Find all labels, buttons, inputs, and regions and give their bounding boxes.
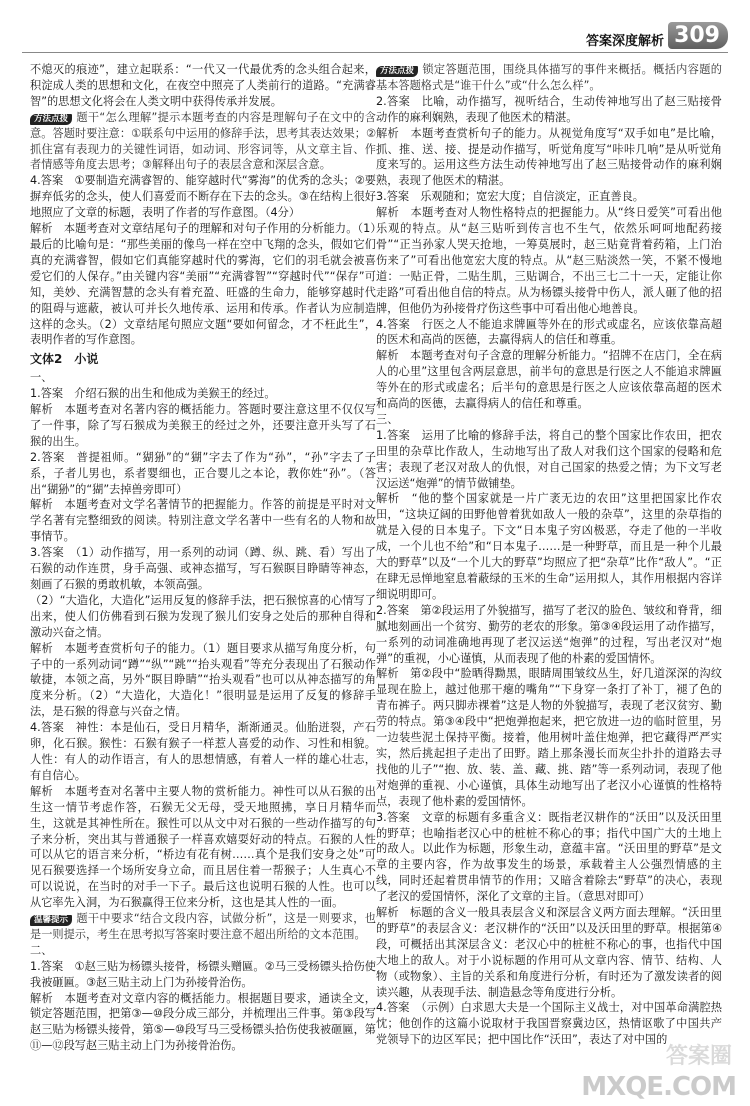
- tip-tag: 方法点拨: [30, 114, 72, 125]
- paragraph: 不熄灭的痕迹”，建立起联系：“一代又一代最优秀的念头组合起来，积淀成人类的思想和文化，在夜空中照亮了人类前行的道路。“充满睿智”的思想文化将会在人类文明中获得传承并发展。: [30, 63, 376, 108]
- answer: 2.答案 比喻，动作描写，视听结合，生动传神地写出了赵三贴接骨动作的麻利娴熟，表现了他医术的精湛。: [376, 94, 722, 124]
- tip-text: 锁定答题范围，围绕具体描写的事件来概括。概括内容题的基本答题格式是“谁干什么”或“什么怎么样”。: [376, 63, 722, 92]
- part-numeral: 二、: [30, 943, 53, 957]
- answer: 4.答案 行医之人不能追求牌匾等外在的形式或虚名，应该依靠高超的医术和高尚的医德，去赢得病人的信任和尊重。: [376, 317, 722, 347]
- right-column: [376, 62, 722, 1048]
- page-header: [0, 0, 750, 49]
- part-numeral: 一、: [30, 371, 53, 385]
- analysis: 解析 标题的含义一般具表层含义和深层含义两方面去理解。“沃田里的野草”的表层含义：老汉耕作的“沃田”以及沃田里的野草。根据第④段，可概括出其深层含义：老汉心中的桩桩不称心的事，也指代中国大地上的敌人。对于小说标题的作用可从文章内容、情节、结构、人物（或物象）、主旨的关系和角度进行分析，有时还为了激发读者的阅读兴趣，从表现手法、制造悬念等角度进行分析。: [376, 906, 722, 999]
- tip-tag: 方法点拨: [376, 66, 418, 77]
- analysis: 解析 本题考查赏析句子的能力。（1）题目要求从描写角度分析，句子中的一系列动词“蹲”“纵”“跳”“抬头观看”等充分表现出了石猴动作敏捷，本领之高，另外“瞑目睁睛”“抬头观看”也可以从神态描写的角度来分析。（2）“大造化，大造化！”很明显是运用了反复的修辞手法，是石猴的得意与兴奋之情。: [30, 641, 376, 719]
- answer: 4.答案 （示例）白求恩大夫是一个国际主义战士，对中国革命满腔热忱；他创作的这篇小说取材于我国晋察冀边区，热情讴歌了中国共产党领导下的边区军民；把中国比作“沃田”，表达了对中国的: [376, 1001, 722, 1047]
- answer: 1.答案 ①赵三贴为杨镖头接骨，杨镖头赠匾。②马三受杨镖头拾伤使我被砸匾。③赵三贴主动上门为孙接骨治伤。: [30, 959, 376, 989]
- answer: 2.答案 普提祖师。“猢狲”的“猢”字去了作为“孙”，“孙”字去了子系，子者儿男也，系者婴细也，正合婴儿之本论，教你姓“孙”。（答出“猢狲”的“猢”去掉兽旁即可）: [30, 450, 376, 496]
- answer: 3.答案 （1）动作描写，用一系列的动词（蹲、纵、跳、看）写出了石猴的动作连贯，身手高强、或神态描写，写石猴瞑目睁睛等神态，刻画了石猴的勇敢机敏，本领高强。: [30, 546, 376, 591]
- section-heading: 文体2 小说: [30, 352, 99, 367]
- tip-text: 题干“怎么理解”提示本题考查的内容是理解句子在文中的含意。答题时要注意：①联系句中运用的修辞手法，思考其表达效果；②抓住富有表现力的关键性词语，如动词、形容词等，从文章主旨、作者情感等角度去思考；③解释出句子的表层含意和深层含意。: [30, 110, 376, 172]
- analysis: 解析 本题考查对文章结尾句子的理解和对句子作用的分析能力。（1）最后的比喻句是：“那些美丽的像鸟一样在空中飞翔的念头，假如它们真的充满睿智，假如它们真能穿越时代的雾海，它们的羽毛就会被喜爱它们的人保存。”由关键内容“美丽”“充满睿智”“穿越时代”“保存”可知，美妙、充满智慧的念头有着充盈、旺盛的生命力，能够穿越时代的阻碍与遮蔽，被认可并长久地传承、运用和传承。作者认为应制造这样的念头。（2）文章结尾句照应文题“要如何留念，才不枉此生”，表明作者的写作意图。: [30, 222, 376, 347]
- warm-tip: [30, 911, 376, 943]
- analysis: 解析 本题考查对名著中主要人物的赏析能力。神性可以从石猴的出生这一情节考虑作答，石猴无父无母，受天地照拂，享日月精华而生，这就是其神性所在。猴性可以从文中对石猴的一些动作描写的句子来分析，突出其与普通猴子一样喜欢嬉耍好动的特点。石猴的人性可以从它的语言来分析，“桥边有花有树……真个是我们安身之处”可见石猴要选择一个场所安身立命，而且居住着一帮猴子；人生真心不可以说说，在当时的对手一下子。最后这也说明石猴的人性。也可以从它率先入洞，为石猴赢得王位来分析，这也是其人性的一面。: [30, 784, 376, 910]
- answer: 1.答案 运用了比喻的修辞手法，将自己的整个国家比作农田，把农田里的杂草比作敌人，生动地写出了敌人对我们这个国家的侵略和危害；表现了老汉对敌人的仇恨，对自己国家的热爱之情；为下文写老汉运送“炮弹”的情节做铺垫。: [376, 428, 722, 490]
- answer: 3.答案 文章的标题有多重含义：既指老汉耕作的“沃田”以及沃田里的野草；也喻指老汉心中的桩桩不称心的事；指代中国广大的土地上的敌人。以此作为标题，形象生动，意蕴丰富。“沃田里的野草”是文章的主要内容，作为故事发生的场景，承载着主人公强烈情感的主线，同时还起着贯串情节的作用；又暗含着除去“野草”的决心，表现了老汉的爱国情怀，深化了文章的主旨。（意思对即可）: [376, 810, 722, 904]
- analysis: 解析 本题考查对人物性格特点的把握能力。从“终日爱笑”可看出他乐观的特点。从“赵三贴听到传言也不生气，依然乐呵呵地配药接骨”“正当孙家人哭天抢地，一筹莫展时，赵三贴竟背着药箱，上门治伤来了”可看出他宽宏大度的特点。从“赵三贴淡然一笑，不紧不慢地道：一贴正骨，二贴生肌，三贴调合，不出三七二十一天，定能让你走路”可看出他自信的特点。从为杨镖头接骨中伤人，派人砸了他的招牌，但他仍为孙接骨疗伤这些事中可看出他心地善良。: [376, 206, 722, 315]
- header-rule: [22, 52, 728, 53]
- part-numeral: 三、: [376, 412, 399, 426]
- tip-tag: 温馨提示: [30, 915, 72, 926]
- analysis: 解析 本题考查赏析句子的能力。从视觉角度写“双手如电”是比喻，抓、推、送、接、提是动作描写，听觉角度写“咔咔几响”是从听觉角度来写的。运用这些方法生动传神地写出了赵三贴接骨动作的麻利娴熟，表现了他医术的精湛。: [376, 126, 722, 188]
- tip-text: 题干中要求“结合文段内容，试做分析”，这是一则要求，也是一则提示，考生在思考拟写答案时要注意不超出所给的文本范围。: [30, 912, 376, 941]
- method-tip: [376, 62, 722, 94]
- analysis: 解析 本题考查对名著内容的概括能力。答题时要注意这里不仅仅写了一件事，除了写石猴成为美猴王的经过之外，还要注意开头写了石猴的出生。: [30, 403, 376, 448]
- page-number: 309: [668, 22, 728, 49]
- watermark-url: MXQE.COM: [581, 1072, 736, 1102]
- analysis: 解析 第②段中“脸晒得黝黑，眼睛周围皱纹丛生，好几道深深的沟纹显现在脸上，越过他那干瘪的嘴角”“下身穿一条打了补丁，褪了色的青布裤子。两只脚赤裸着”这是人物的外貌描写，表现了老汉贫穷、勤劳的特点。第③④段中“把炮弹抱起来，把它放进一边的临时笸里，另一边装些泥土保持平衡。接着，他用树叶盖住炮弹，把它藏得严严实实，然后挑起担子走出了田野。踏上那条漫长而灰尘扑扑的道路去寻找他的儿子”“抱、放、装、盖、藏、挑、踏”等一系列动词，表现了他对炮弹的重视、小心谨慎，具体生动地写出了老汉小心谨慎的性格特点，表现了他朴素的爱国情怀。: [376, 667, 722, 808]
- watermark-logo: 答案圈: [665, 1044, 732, 1069]
- answer: 4.答案 ①要制造充满睿智的、能穿越时代“雾海”的优秀的念头；②要摒弃低劣的念头，使人们喜爱而不断存在下去的念头。③在结构上很好地照应了文章的标题，表明了作者的写作意图。（4分）: [30, 174, 376, 220]
- analysis: 解析 “他的整个国家就是一片广袤无边的农田”这里把国家比作农田，“这块辽阔的田野他曾着犹如敌人一般的杂草”，这里的杂草指的就是入侵的日本鬼子。下文“日本鬼子穷凶极恶，夺走了他的一半收成，一个儿也不给”和“日本鬼子……是一种野草，而且是一种个儿最大的野草”以及“一个儿大的野草”均照应了把“杂草”比作“敌人”。“正在肆无忌惮地窒息着蔽绿的玉米的生命”运用拟人，其作用根据内容详细说明即可。: [376, 492, 722, 601]
- answer: 4.答案 神性：本是仙石，受日月精华，渐渐通灵。仙胎迸裂，产石卵，化石猴。猴性：石猴有猴子一样惹人喜爱的动作、习性和相貌。人性：有人的动作语言，有人的思想情感，有着人一样的雄心壮志，有自信心。: [30, 721, 376, 782]
- running-title: 答案深度解析: [585, 34, 664, 49]
- analysis: 解析 本题考查对文章内容的概括能力。根据题目要求，通读全文，锁定答题范围，把第③—⑩段分成三部分，并梳理出三件事。第③段写赵三贴为杨镖头接骨，第⑤—⑩段写马三受杨镖头拾伤使我被砸匾，第⑪—⑫段写赵三贴主动上门为孙接骨治伤。: [30, 991, 376, 1053]
- analysis: 解析 本题考查对句子含意的理解分析能力。“招牌不在店门，全在病人的心里”这里包含两层意思，前半句的意思是行医之人不能追求牌匾等外在的形式或虚名；后半句的意思是行医之人应该依靠高超的医术和高尚的医德，去赢得病人的信任和尊重。: [376, 349, 722, 411]
- answer: 2.答案 第②段运用了外貌描写，描写了老汉的脸色、皱纹和脊背，细腻地刻画出一个贫穷、勤劳的老农的形象。第③④段运用了动作描写，一系列的动词准确地再现了老汉运送“炮弹”的过程，写出老汉对“炮弹”的重视，小心谨慎，从而表现了他的朴素的爱国情怀。: [376, 603, 722, 665]
- left-column: [30, 62, 376, 1054]
- analysis: 解析 本题考查对文学名著情节的把握能力。作答的前提是平时对文学名著有完整细致的阅读。特别注意文学名著中一些有名的人物和故事情节。: [30, 498, 376, 544]
- answer: 1.答案 介绍石猴的出生和他成为美猴王的经过。: [30, 387, 276, 401]
- answer: 3.答案 乐观随和；宽宏大度；自信淡定，正直善良。: [376, 190, 644, 204]
- method-tip: [30, 110, 376, 174]
- answer-continued: （2）“大造化，大造化”运用反复的修辞手法，把石猴惊喜的心情写了出来，使人们仿佛看到石猴为发现了猴儿们安身之处后的那种自得和激动兴奋之情。: [30, 593, 376, 639]
